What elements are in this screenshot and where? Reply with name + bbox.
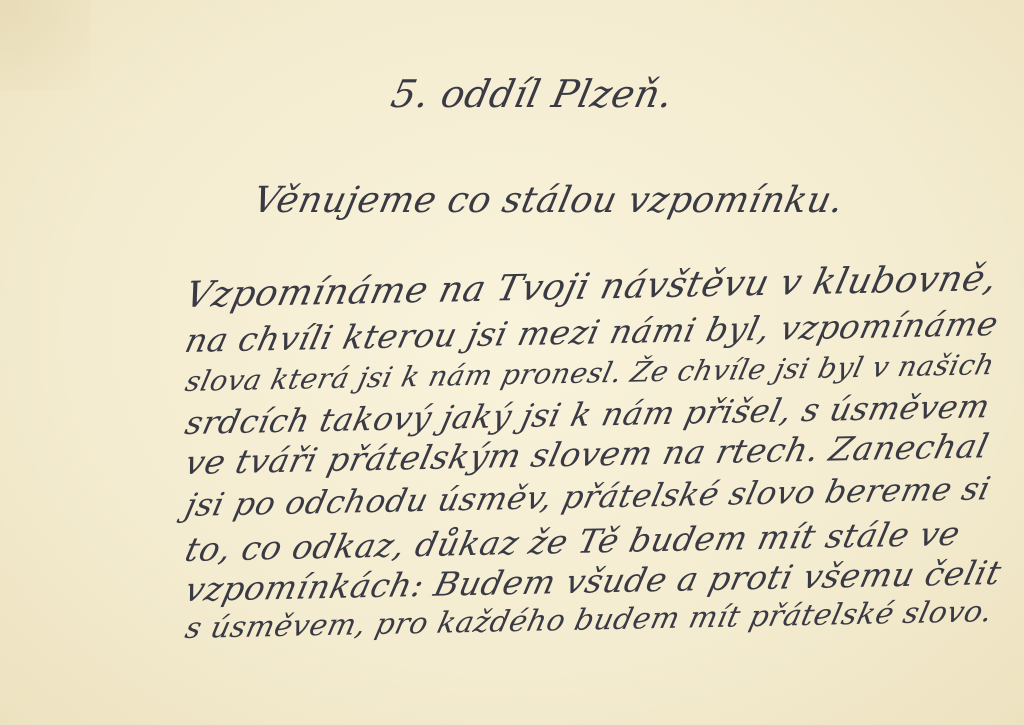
letter-line-7: to, co odkaz, důkaz že Tě budem mít stále ve	[181, 513, 965, 569]
letter-line-3: slova která jsi k nám pronesl. Že chvíle jsi byl v našich	[182, 348, 998, 398]
letter-line-2: na chvíli kterou jsi mezi námi byl, vzpomínáme	[181, 304, 1003, 360]
letter-heading: 5. oddíl Plzeň.	[387, 72, 678, 116]
letter-line-8: vzpomínkách: Budem všude a proti všemu čelit	[181, 553, 1006, 609]
paper-stain	[0, 0, 90, 90]
letter-line-9: s úsměvem, pro každého budem mít přátelské slovo.	[182, 594, 997, 645]
letter-line-4: srdcích takový jaký jsi k nám přišel, s úsměvem	[181, 387, 994, 442]
letter-dedication: Věnujeme co stálou vzpomínku.	[249, 180, 848, 221]
letter-line-5: ve tváři přátelským slovem na rtech. Zanechal	[181, 426, 993, 482]
letter-line-1: Vzpomínáme na Tvoji návštěvu v klubovně,	[181, 258, 1002, 316]
letter-line-6: jsi po odchodu úsměv, přátelské slovo bereme si	[181, 470, 995, 524]
